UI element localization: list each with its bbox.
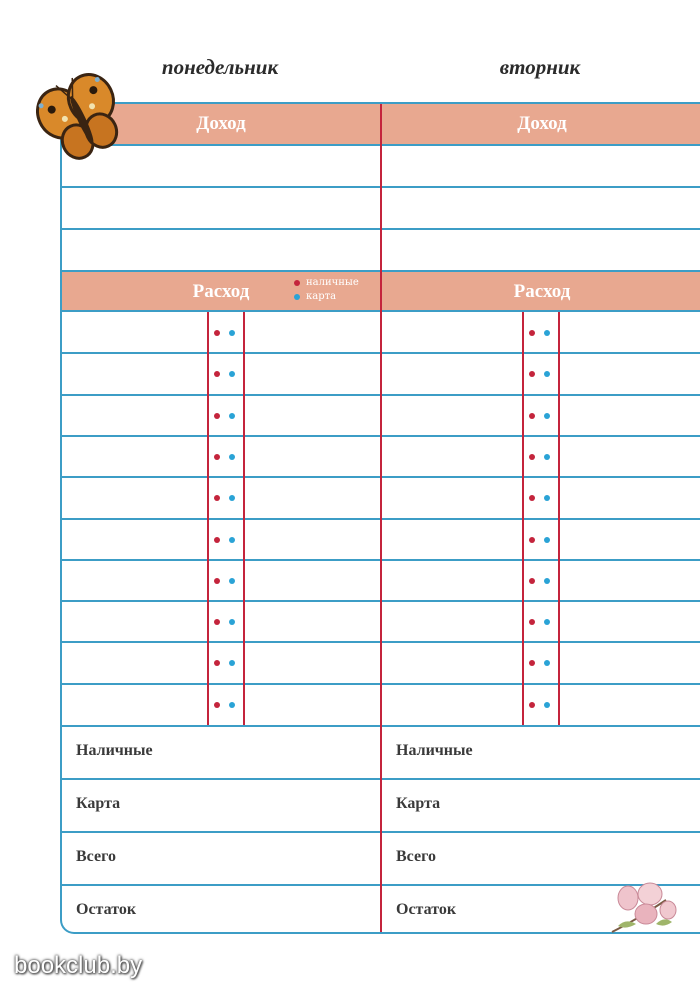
card-dot-icon[interactable] [229, 330, 235, 336]
summary-label: Остаток [76, 901, 137, 918]
legend-cash: наличные [306, 277, 359, 288]
cash-dot-icon[interactable] [214, 454, 220, 460]
day-title-monday: понедельник [161, 55, 279, 79]
card-dot-icon[interactable] [544, 495, 550, 501]
cash-dot-icon[interactable] [529, 330, 535, 336]
summary-label: Наличные [396, 742, 473, 759]
dot-column-rule [558, 312, 560, 725]
cash-dot-icon[interactable] [529, 578, 535, 584]
cash-dot-icon[interactable] [214, 702, 220, 708]
income-label-monday: Доход [196, 113, 246, 134]
payment-legend [294, 276, 359, 304]
expense-label-monday: Расход [192, 281, 250, 302]
card-dot-icon[interactable] [229, 619, 235, 625]
dot-column-rule [243, 312, 245, 725]
card-dot-icon[interactable] [229, 371, 235, 377]
card-dot-icon[interactable] [544, 413, 550, 419]
card-dot-icon[interactable] [229, 578, 235, 584]
summary-label: Всего [76, 848, 116, 865]
dot-column-rule [522, 312, 524, 725]
budget-sheet [60, 102, 700, 934]
cash-dot-icon[interactable] [529, 371, 535, 377]
card-dot-icon[interactable] [544, 454, 550, 460]
cash-dot-icon[interactable] [214, 413, 220, 419]
card-dot-icon[interactable] [229, 537, 235, 543]
cash-dot-icon[interactable] [529, 413, 535, 419]
summary-label: Карта [396, 795, 441, 812]
card-dot-icon[interactable] [544, 537, 550, 543]
card-dot-icon[interactable] [544, 619, 550, 625]
cash-dot-icon[interactable] [214, 619, 220, 625]
summary-label: Остаток [396, 901, 457, 918]
cash-dot-icon[interactable] [529, 495, 535, 501]
expense-label-tuesday: Расход [513, 281, 571, 302]
card-dot-icon[interactable] [229, 413, 235, 419]
cash-dot-icon[interactable] [214, 330, 220, 336]
cash-dot-icon[interactable] [529, 454, 535, 460]
summary-label: Всего [396, 848, 436, 865]
cash-dot-icon[interactable] [214, 537, 220, 543]
dot-column-rule [207, 312, 209, 725]
butterfly-icon [36, 70, 126, 165]
card-dot-icon[interactable] [229, 454, 235, 460]
card-dot-icon[interactable] [229, 702, 235, 708]
cash-dot-icon [294, 280, 300, 286]
summary-label: Карта [76, 795, 121, 812]
cash-dot-icon[interactable] [214, 371, 220, 377]
cash-dot-icon[interactable] [214, 578, 220, 584]
card-dot-icon [294, 294, 300, 300]
income-label-tuesday: Доход [517, 113, 567, 134]
card-dot-icon[interactable] [544, 660, 550, 666]
card-dot-icon[interactable] [544, 330, 550, 336]
flower-icon [606, 880, 686, 935]
day-divider [380, 104, 382, 932]
card-dot-icon[interactable] [544, 371, 550, 377]
card-dot-icon[interactable] [544, 578, 550, 584]
card-dot-icon[interactable] [229, 660, 235, 666]
watermark-text: bookclub.by [14, 952, 143, 979]
cash-dot-icon[interactable] [214, 495, 220, 501]
cash-dot-icon[interactable] [529, 702, 535, 708]
card-dot-icon[interactable] [229, 495, 235, 501]
cash-dot-icon[interactable] [529, 660, 535, 666]
summary-label: Наличные [76, 742, 153, 759]
cash-dot-icon[interactable] [529, 619, 535, 625]
card-dot-icon[interactable] [544, 702, 550, 708]
day-title-tuesday: вторник [499, 55, 581, 79]
cash-dot-icon[interactable] [214, 660, 220, 666]
legend-card: карта [306, 291, 337, 302]
cash-dot-icon[interactable] [529, 537, 535, 543]
